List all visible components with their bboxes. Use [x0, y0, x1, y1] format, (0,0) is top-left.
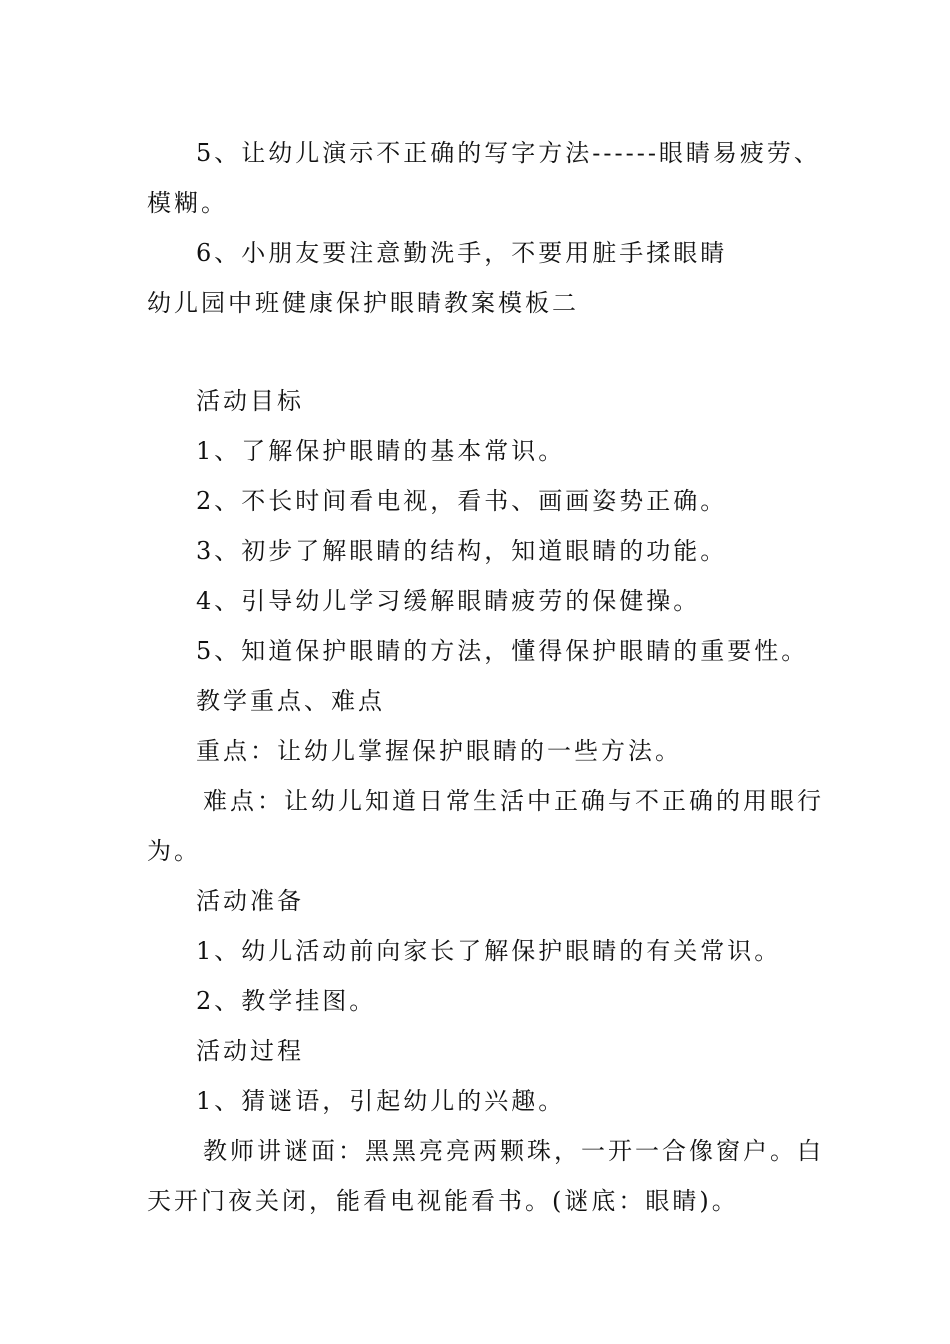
paragraph-line: 重点：让幼儿掌握保护眼睛的一些方法。 [196, 737, 682, 765]
paragraph-line: 5、让幼儿演示不正确的写字方法------眼睛易疲劳、 [196, 139, 821, 167]
subheading: 教学重点、难点 [196, 687, 385, 715]
subheading: 活动准备 [196, 887, 304, 915]
paragraph-line: 6、小朋友要注意勤洗手，不要用脏手揉眼睛 [196, 239, 728, 267]
list-item: 1、幼儿活动前向家长了解保护眼睛的有关常识。 [196, 937, 782, 965]
paragraph-line: 教师讲谜面：黑黑亮亮两颗珠，一开一合像窗户。白 [203, 1137, 824, 1165]
section-heading: 幼儿园中班健康保护眼睛教案模板二 [147, 289, 579, 317]
list-item: 4、引导幼儿学习缓解眼睛疲劳的保健操。 [196, 587, 701, 615]
paragraph-line: 难点：让幼儿知道日常生活中正确与不正确的用眼行 [203, 787, 824, 815]
list-item: 5、知道保护眼睛的方法，懂得保护眼睛的重要性。 [196, 637, 809, 665]
list-item: 2、教学挂图。 [196, 987, 377, 1015]
list-item: 1、猜谜语，引起幼儿的兴趣。 [196, 1087, 566, 1115]
list-item: 3、初步了解眼睛的结构，知道眼睛的功能。 [196, 537, 728, 565]
subheading: 活动目标 [196, 387, 304, 415]
list-item: 2、不长时间看电视，看书、画画姿势正确。 [196, 487, 728, 515]
paragraph-line: 模糊。 [147, 189, 228, 217]
list-item: 1、了解保护眼睛的基本常识。 [196, 437, 566, 465]
paragraph-line: 天开门夜关闭，能看电视能看书。(谜底：眼睛)。 [147, 1187, 739, 1215]
subheading: 活动过程 [196, 1037, 304, 1065]
paragraph-line: 为。 [147, 837, 201, 865]
